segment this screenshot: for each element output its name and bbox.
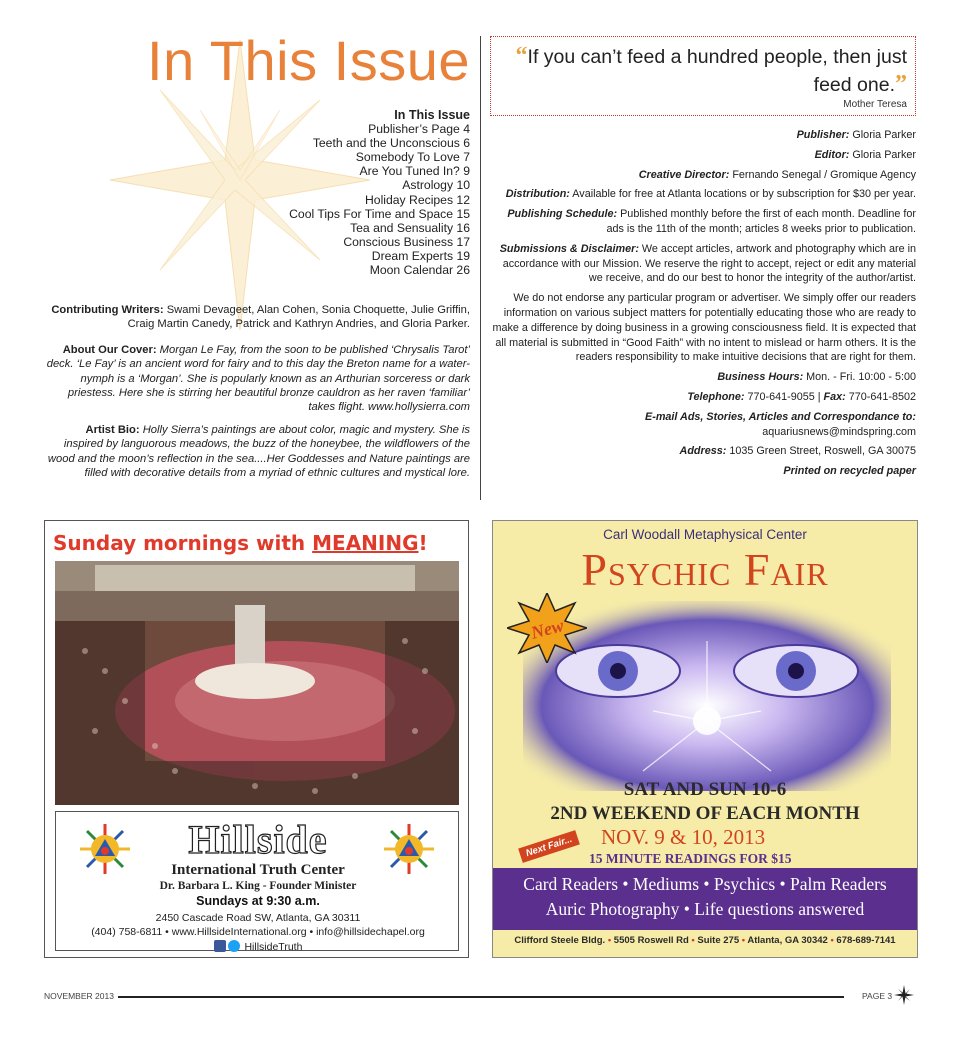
next-fair-label: Next Fair... — [518, 830, 580, 863]
psychic-address-line — [493, 935, 917, 946]
hillside-ad[interactable] — [44, 520, 469, 958]
toc-item[interactable]: Conscious Business 17 — [343, 234, 470, 249]
table-of-contents — [230, 108, 470, 277]
next-fair-date: NOV. 9 & 10, 2013 — [601, 825, 766, 849]
about-cover — [44, 343, 470, 414]
publisher-line — [488, 128, 916, 143]
facebook-icon[interactable] — [214, 940, 226, 952]
email-label: E-mail Ads, Stories, Articles and Correspondance to: — [645, 410, 916, 423]
quote-text — [507, 43, 907, 99]
hillside-service-time: Sundays at 9:30 a.m. — [196, 894, 320, 908]
creative-value: Fernando Senegal / Gromique Agency — [729, 168, 916, 181]
distribution-value: Available for free at Atlanta locations or by subscription for $30 per year. — [569, 188, 916, 201]
services-line-1: Card Readers • Mediums • Psychics • Palm Readers — [523, 874, 887, 894]
psychic-fair-ad[interactable] — [492, 520, 918, 958]
editor-line — [488, 148, 916, 163]
address-line — [488, 444, 916, 459]
toc-item[interactable]: Dream Experts 19 — [371, 248, 470, 263]
hillside-social — [56, 940, 460, 953]
hillside-name: Hillside — [188, 817, 328, 862]
schedule-line — [488, 207, 916, 237]
new-starburst-badge — [507, 593, 587, 663]
column-divider — [480, 36, 481, 500]
publisher-label: Publisher: — [796, 129, 850, 141]
headline-pre: Sunday mornings with — [53, 531, 313, 555]
toc-item[interactable]: Astrology 10 — [402, 178, 470, 193]
close-quote-mark: ” — [895, 71, 907, 97]
address-label: Address: — [679, 445, 727, 458]
hillside-subtitle: International Truth Center — [171, 862, 345, 878]
toc-item[interactable]: Tea and Sensuality 16 — [350, 220, 470, 235]
submissions-line — [488, 242, 916, 286]
editor-value: Gloria Parker — [849, 148, 916, 161]
writers-label: Contributing Writers: — [51, 304, 164, 316]
page-title: In This Issue — [147, 29, 470, 92]
quote-author: Mother Teresa — [843, 99, 907, 110]
address-value: 1035 Green Street, Roswell, GA 30075 — [726, 445, 916, 458]
endorse-paragraph: We do not endorse any particular program or advertiser. We simply offer our readers information on various subject matters for potentially educating those who are ready to make a difference by doing business in a growing consciousness field. It is expected that all material is submitted in “Good Faith” with no intent to mislead or harm others. It is the readers responsibility to make intuitive decisions that are right for them. — [492, 292, 916, 364]
toc-item[interactable]: Somebody To Love 7 — [355, 150, 470, 165]
distribution-line — [488, 187, 916, 202]
readings-offer: 15 MINUTE READINGS FOR $15 — [589, 851, 792, 866]
addr-part: Clifford Steele Bldg. — [514, 935, 606, 946]
email-link[interactable]: aquariusnews@mindspring.com — [762, 425, 916, 438]
submissions-value: We accept articles, artwork and photography which are in accordance with our Mission. We reserve the right to accept, reject or edit any material we receive, and do our best to honor the integrity of the author/artist. — [502, 242, 916, 285]
addr-sep: • — [827, 935, 837, 946]
fax-label: Fax: — [823, 390, 846, 403]
distribution-label: Distribution: — [505, 188, 570, 201]
artist-bio — [44, 423, 470, 480]
addr-sep: • — [739, 935, 748, 946]
hillside-email[interactable]: info@hillsidechapel.org — [316, 926, 425, 938]
footer-rule — [118, 996, 844, 998]
headline-post: ! — [418, 531, 428, 555]
phone-line — [488, 390, 916, 405]
addr-part: 5505 Roswell Rd — [613, 935, 689, 946]
addr-part: Atlanta, GA 30342 — [747, 935, 828, 946]
twitter-icon[interactable] — [228, 940, 240, 952]
addr-sep: • — [605, 935, 614, 946]
telephone-label: Telephone: — [687, 390, 745, 403]
email-line — [488, 410, 916, 425]
contributing-writers — [44, 303, 470, 332]
hours-value: Mon. - Fri. 10:00 - 5:00 — [803, 371, 916, 384]
toc-item[interactable]: Are You Tuned In? 9 — [359, 164, 470, 179]
hillside-social-handle[interactable]: HillsideTruth — [244, 941, 303, 953]
services-band — [493, 868, 917, 930]
services-line-2: Auric Photography • Life questions answered — [545, 899, 865, 919]
star-icon — [894, 985, 914, 1005]
telephone-value: 770-641-9055 | — [744, 390, 824, 403]
creative-label: Creative Director: — [638, 168, 730, 181]
writers-text: Swami Devageet, Alan Cohen, Sonia Choquette, Julie Griffin, Craig Martin Canedy, Patrick and Kathryn Andries, and Gloria Parker. — [127, 304, 470, 331]
artist-text: Holly Sierra’s paintings are about color, magic and mystery. She is inspired by languorous meadows, the buzz of the honeybee, the wildflowers of the wood and the moon’s reflection in the sea....Her Goddesses and Nature paintings are filled with decorative details from a myriad of ethnic cultures and mystical lore. — [47, 424, 470, 479]
page-number: PAGE 3 — [862, 991, 893, 1001]
hillside-address: 2450 Cascade Road SW, Atlanta, GA 30311 — [155, 912, 361, 924]
footer-date: NOVEMBER 2013 — [44, 991, 114, 1001]
editor-label: Editor: — [814, 148, 850, 161]
toc-item[interactable]: Moon Calendar 26 — [369, 263, 470, 278]
toc-item[interactable]: Cool Tips For Time and Space 15 — [289, 206, 470, 221]
toc-item[interactable]: Holiday Recipes 12 — [364, 192, 470, 207]
hillside-phone[interactable]: (404) 758-6811 — [91, 926, 163, 938]
hillside-website[interactable]: www.HillsideInternational.org — [171, 926, 307, 938]
addr-part: Suite 275 — [697, 935, 740, 946]
headline-emphasis: MEANING — [312, 531, 419, 555]
creative-line — [488, 168, 916, 183]
hours-line — [488, 370, 916, 385]
open-quote-mark: “ — [515, 43, 528, 69]
psychic-phone[interactable]: 678-689-7141 — [836, 935, 896, 946]
toc-item[interactable]: Teeth and the Unconscious 6 — [312, 136, 470, 151]
addr-sep: • — [688, 935, 698, 946]
quote-box — [490, 36, 916, 116]
hillside-info-box — [55, 811, 459, 951]
fair-hours: SAT AND SUN 10-6 — [623, 779, 787, 800]
hillside-headline — [53, 531, 462, 555]
new-badge-text: New — [528, 615, 566, 643]
hours-label: Business Hours: — [717, 371, 804, 384]
hillside-contact: (404) 758-6811 • www.HillsideInternational.org • info@hillsidechapel.org — [91, 926, 425, 938]
toc-item[interactable]: Publisher’s Page 4 — [368, 122, 470, 137]
psychic-fair-title: Psychic Fair — [581, 544, 829, 595]
masthead-info — [488, 128, 916, 484]
about-text: Morgan Le Fay, from the soon to be published ‘Chrysalis Tarot’ deck. ‘Le Fay’ is an ancient word for fairy and to this day the Breton name for a water-nymph is a ‘Morgan’. She is popularly known as an Arthurian sorceress or dark priestess. Here she is stirring her beautiful bronze cauldron as her raven ‘familiar’ takes flight. www.hollysierra.com — [46, 344, 470, 414]
fair-schedule: 2ND WEEKEND OF EACH MONTH — [550, 803, 860, 824]
fax-value: 770-641-8502 — [845, 390, 916, 403]
hillside-minister: Dr. Barbara L. King - Founder Minister — [159, 880, 357, 892]
schedule-label: Publishing Schedule: — [507, 208, 618, 221]
publisher-value: Gloria Parker — [849, 129, 916, 141]
artist-label: Artist Bio: — [85, 424, 140, 436]
toc-heading: In This Issue — [394, 108, 470, 122]
psychic-center-name: Carl Woodall Metaphysical Center — [603, 527, 807, 542]
quote-body: If you can’t feed a hundred people, then just feed one. — [527, 46, 907, 96]
printed-note: Printed on recycled paper — [783, 465, 916, 478]
schedule-value: Published monthly before the first of each month. Deadline for ads is the 11th of the month; articles 8 weeks prior to publication. — [606, 208, 916, 235]
congregation-photo — [55, 561, 459, 805]
about-label: About Our Cover: — [62, 344, 157, 356]
submissions-label: Submissions & Disclaimer: — [499, 242, 639, 255]
